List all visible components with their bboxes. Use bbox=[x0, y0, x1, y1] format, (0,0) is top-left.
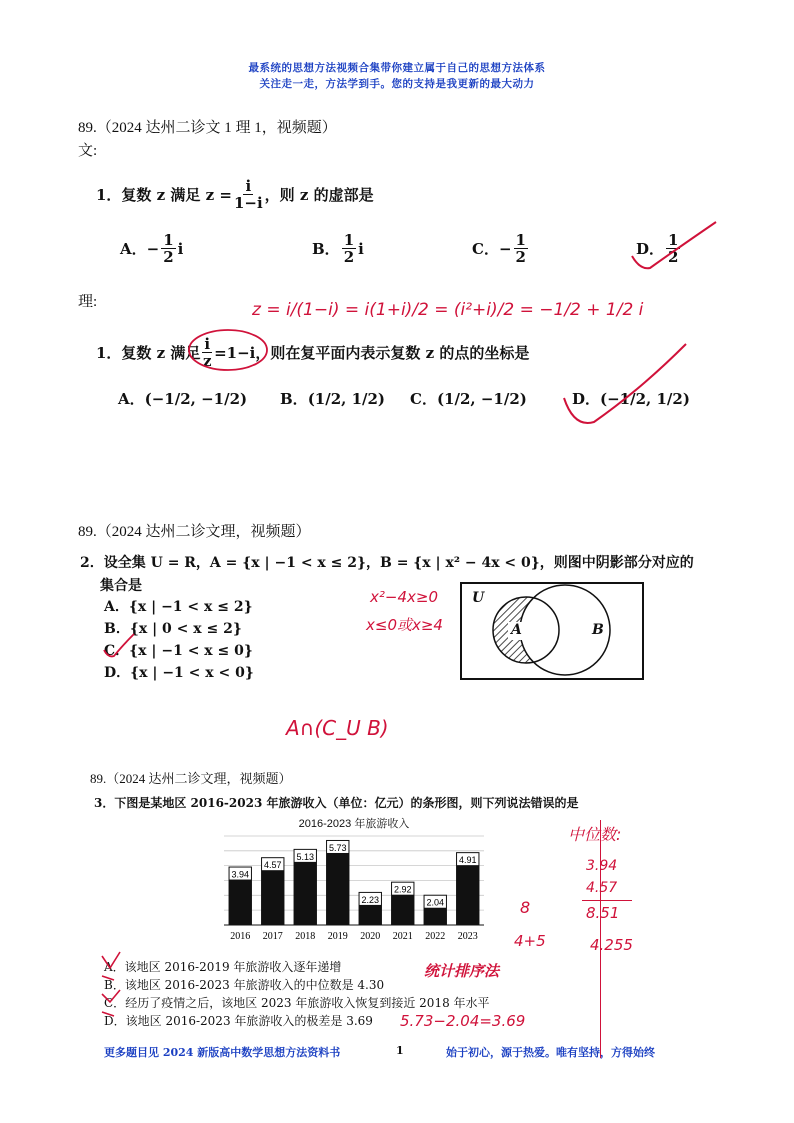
q1-li-stem-a: 1．复数 z 满足 bbox=[96, 344, 201, 362]
check-mark-icon bbox=[628, 218, 720, 274]
option-label: B． bbox=[280, 390, 308, 408]
q3-hw-right-1: 3.94 bbox=[586, 858, 618, 874]
q2-handwriting-1: x²−4x≥0 bbox=[370, 588, 438, 606]
option-text: (1/2, 1/2) bbox=[307, 390, 386, 408]
option-label: D． bbox=[636, 240, 665, 258]
chart-data-label: 4.91 bbox=[458, 855, 477, 866]
strike-marks-icon bbox=[100, 950, 124, 1030]
option-label: A． bbox=[120, 240, 147, 258]
q2-heading: 89.（2024 达州二诊文理，视频题） bbox=[78, 524, 311, 540]
option-label: A． bbox=[104, 960, 125, 974]
q1-li-label: 理: bbox=[78, 294, 98, 310]
option-fraction bbox=[342, 232, 356, 265]
q1-wen-frac-num: i bbox=[245, 177, 252, 195]
q2-stem-line2: 集合是 bbox=[100, 578, 142, 594]
option-text: {x | 0 < x ≤ 2} bbox=[129, 621, 242, 637]
option-label: D． bbox=[104, 1014, 126, 1028]
q3-heading: 89.（2024 达州二诊文理，视频题） bbox=[90, 771, 292, 786]
header-line-2: 关注走一走，方法学到手。您的支持是我更新的最大动力 bbox=[259, 78, 535, 90]
option-label: D． bbox=[572, 390, 601, 408]
option-fraction bbox=[514, 232, 528, 265]
chart-tick-label: 2016 bbox=[230, 931, 251, 942]
venn-label-b: B bbox=[592, 622, 604, 638]
option-label: A． bbox=[118, 390, 145, 408]
header-line-1: 最系统的思想方法视频合集带你建立属于自己的思想方法体系 bbox=[248, 62, 546, 74]
q1-heading: 89.（2024 达州二诊文 1 理 1，视频题） bbox=[78, 120, 337, 136]
option-text: (1/2, −1/2) bbox=[436, 390, 527, 408]
q2-option-a[interactable] bbox=[104, 596, 253, 616]
q1-wen-option-b[interactable] bbox=[312, 232, 364, 265]
chart-title: 2016-2023 年旅游收入 bbox=[298, 818, 410, 830]
frac-den: 2 bbox=[668, 248, 679, 266]
footer-right: 始于初心，源于热爱。唯有坚持，方得始终 bbox=[446, 1046, 655, 1059]
chart-data-label: 4.57 bbox=[263, 860, 282, 871]
q3-hw-mid-0: 8 bbox=[520, 898, 531, 917]
circle-mark-icon bbox=[186, 326, 270, 374]
chart-data-label: 5.13 bbox=[296, 851, 315, 862]
option-label: B． bbox=[104, 621, 130, 637]
q1-handwriting: z = i/(1−i) = i(1+i)/2 = (i²+i)/2 = −1/2 + 1/2 i bbox=[252, 300, 644, 320]
option-suffix: i bbox=[358, 239, 364, 258]
q3-option-a[interactable] bbox=[104, 958, 341, 975]
q1-li-option-c[interactable] bbox=[410, 388, 527, 409]
q3-stem: 3．下图是某地区 2016-2023 年旅游收入（单位：亿元）的条形图，则下列说法错误的是 bbox=[94, 796, 579, 810]
frac-num: 1 bbox=[515, 231, 526, 249]
q1-li-option-a[interactable] bbox=[118, 388, 247, 409]
q1-li-option-b[interactable] bbox=[280, 388, 385, 409]
chart-tick-label: 2022 bbox=[425, 931, 446, 942]
option-label: A． bbox=[104, 599, 129, 615]
option-fraction bbox=[161, 232, 175, 265]
option-label: B． bbox=[104, 978, 125, 992]
q1-wen-stem-b: ，则 z 的虚部是 bbox=[264, 186, 374, 204]
option-suffix: i bbox=[177, 239, 184, 258]
q3-option-c[interactable] bbox=[104, 994, 490, 1011]
frac-num: 1 bbox=[668, 231, 679, 249]
option-text: 经历了疫情之后，该地区 2023 年旅游收入恢复到接近 2018 年水平 bbox=[125, 996, 490, 1010]
chart-data-label: 2.23 bbox=[361, 894, 380, 905]
check-mark-icon bbox=[560, 340, 690, 430]
q1-li-stem bbox=[96, 336, 529, 369]
q3-hw-right-4: 4.255 bbox=[590, 936, 633, 954]
venn-diagram bbox=[460, 582, 644, 680]
chart-tick-label: 2023 bbox=[457, 931, 478, 942]
option-label: D． bbox=[104, 665, 131, 681]
option-text: (−1/2, 1/2) bbox=[600, 390, 690, 408]
chart-data-label: 5.73 bbox=[328, 842, 347, 853]
frac-den: 2 bbox=[343, 248, 355, 266]
option-label: C． bbox=[410, 390, 437, 408]
q3-hw-right-2: 4.57 bbox=[586, 880, 618, 896]
q3-hw-opt-1: 5.73−2.04=3.69 bbox=[400, 1012, 526, 1030]
q1-wen-label: 文: bbox=[78, 143, 98, 159]
q1-li-frac-num: i bbox=[204, 335, 211, 353]
chart-tick-label: 2018 bbox=[295, 931, 316, 942]
q2-handwriting-2: x≤0或x≥4 bbox=[366, 616, 443, 634]
check-mark-icon bbox=[98, 632, 138, 662]
q1-wen-option-a[interactable] bbox=[120, 232, 183, 265]
q1-wen-fraction bbox=[234, 178, 263, 211]
q1-li-stem-b: =1−i，则在复平面内表示复数 z 的点的坐标是 bbox=[214, 344, 530, 362]
frac-num: 1 bbox=[343, 231, 355, 249]
q2-option-d[interactable] bbox=[104, 662, 254, 682]
option-label: B． bbox=[312, 240, 340, 258]
q3-hw-right-0: 中位数: bbox=[568, 825, 622, 844]
option-text: 该地区 2016-2019 年旅游收入逐年递增 bbox=[124, 960, 342, 974]
chart-tick-label: 2019 bbox=[327, 931, 348, 942]
q1-wen-frac-den: 1−i bbox=[233, 194, 263, 212]
option-label: C． bbox=[472, 240, 499, 258]
q1-wen-stem bbox=[96, 178, 374, 211]
venn-label-u: U bbox=[472, 590, 485, 606]
chart-svg bbox=[222, 829, 486, 945]
bar-chart bbox=[222, 815, 486, 945]
option-text: {x | −1 < x ≤ 0} bbox=[129, 643, 253, 659]
chart-data-label: 2.04 bbox=[426, 897, 445, 908]
chart-tick-label: 2020 bbox=[360, 931, 381, 942]
q3-option-b[interactable] bbox=[104, 976, 384, 993]
page-number: 1 bbox=[396, 1044, 404, 1057]
option-label: C． bbox=[104, 996, 126, 1010]
frac-den: 2 bbox=[515, 248, 526, 266]
option-text: {x | −1 < x < 0} bbox=[130, 665, 254, 681]
q2-stem-line1: 2．设全集 U = R，A = {x | −1 < x ≤ 2}，B = {x | x² − 4x < 0}，则图中阴影部分对应的 bbox=[80, 555, 694, 571]
option-text: 该地区 2016-2023 年旅游收入的中位数是 4.30 bbox=[124, 978, 385, 992]
option-text: 该地区 2016-2023 年旅游收入的极差是 3.69 bbox=[125, 1014, 373, 1028]
q1-li-frac-den: z bbox=[202, 352, 212, 370]
venn-label-a: A bbox=[511, 622, 522, 638]
chart-tick-label: 2021 bbox=[392, 931, 413, 942]
footer-left: 更多题目见 2024 新版高中数学思想方法资料书 bbox=[104, 1046, 341, 1059]
frac-den: 2 bbox=[163, 248, 174, 266]
venn-svg bbox=[462, 584, 642, 678]
chart-tick-label: 2017 bbox=[262, 931, 283, 942]
option-sign: − bbox=[146, 239, 160, 258]
q3-hw-mid-1: 4+5 bbox=[514, 932, 546, 950]
q3-hw-opt-0: 统计排序法 bbox=[424, 962, 500, 980]
chart-data-label: 3.94 bbox=[231, 869, 250, 880]
option-label: C． bbox=[104, 643, 130, 659]
chart-data-label: 2.92 bbox=[393, 884, 412, 895]
sum-line bbox=[582, 900, 632, 901]
q2-handwriting-3: A∩(C_U B) bbox=[286, 716, 389, 740]
option-text: (−1/2, −1/2) bbox=[144, 390, 248, 408]
frac-num: 1 bbox=[163, 231, 174, 249]
q1-wen-stem-a: 1．复数 z 满足 z = bbox=[96, 186, 232, 204]
option-text: {x | −1 < x ≤ 2} bbox=[128, 599, 253, 615]
q1-wen-option-c[interactable] bbox=[472, 232, 530, 265]
q3-hw-right-3: 8.51 bbox=[586, 904, 620, 922]
q3-option-d[interactable] bbox=[104, 1012, 373, 1029]
option-sign: − bbox=[498, 239, 512, 258]
